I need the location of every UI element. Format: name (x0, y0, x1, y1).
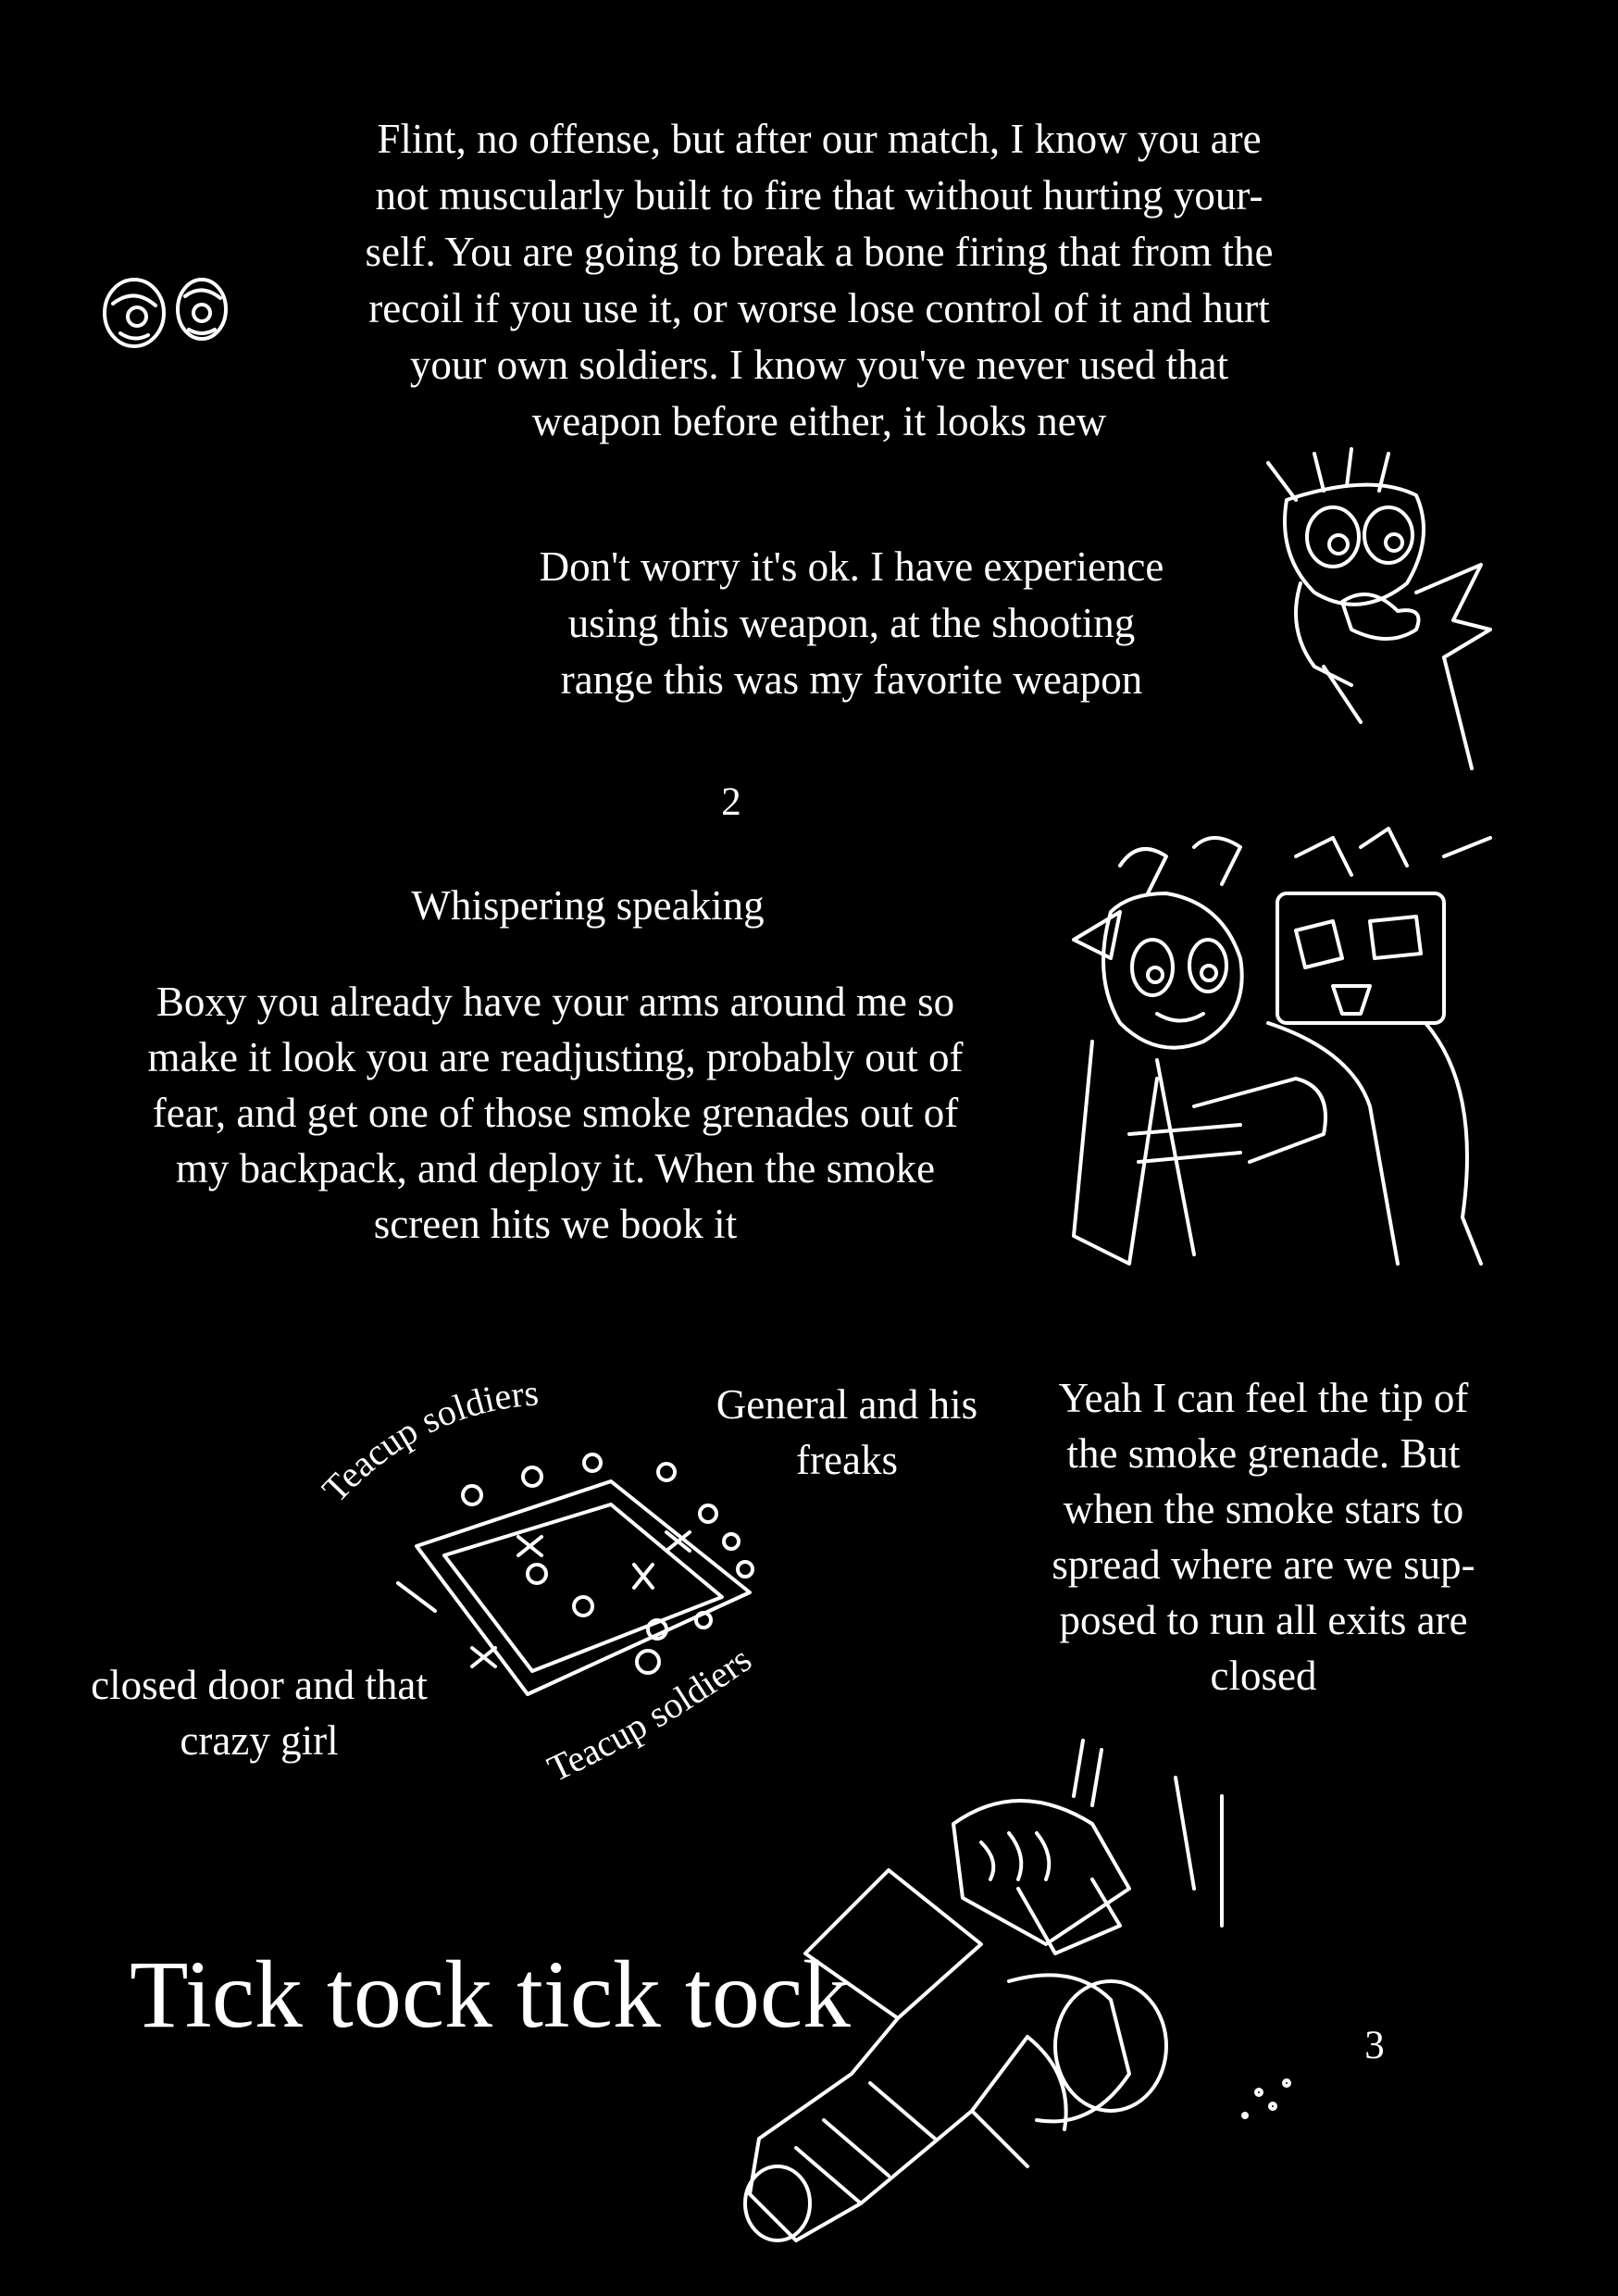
dialogue-boxy-reply: Yeah I can feel the tip of the smoke grenade. But when the smoke stars to spread where are we sup- posed to run all exits are closed (1052, 1375, 1475, 1699)
page-number-2: 2 (721, 780, 741, 824)
dialogue-boxy-plan: Boxy you already have your arms around me so make it look you are readjusting, probably out of fear, and get one of those smoke grenades out of my backpack, and deploy it. When the smoke screen hits we book it (147, 979, 964, 1247)
label-bottom-teacup-soldiers: Teacup soldiers (541, 1638, 759, 1791)
dialogue-flint-reply: Don't worry it's ok. I have experience using this weapon, at the shooting range this was my favorite weapon (539, 543, 1164, 703)
label-top-teacup-soldiers: Teacup soldiers (314, 1371, 541, 1511)
dialogue-flint-warning: Flint, no offense, but after our match, I know you are not muscularly built to fire that without hurting your- self. You are going to break a bone firing that from the recoil if you use it, or worse lose control of it and hurt your own soldiers. I know you've never used that weapon before either, it looks new (365, 116, 1274, 444)
label-general-and-freaks: General and his freaks (716, 1381, 978, 1483)
page-number-3: 3 (1364, 2024, 1385, 2067)
label-closed-door: closed door and that crazy girl (91, 1662, 428, 1764)
caption-whispering: Whispering speaking (411, 882, 765, 929)
sfx-tick-tock: Tick tock tick tock (130, 1941, 851, 2048)
grenade-launcher-sketch (741, 1741, 1333, 2277)
